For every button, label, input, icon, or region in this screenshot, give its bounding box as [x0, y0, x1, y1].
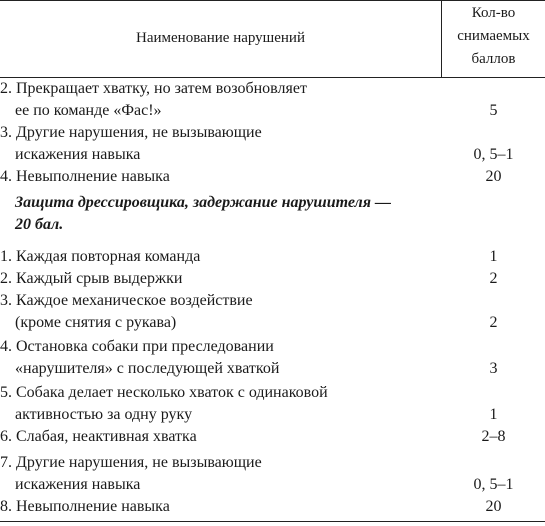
row-violation: 5. Собака делает несколько хваток с одинаковой активностью за одну руку	[0, 384, 328, 423]
row-points: 0, 5–1	[473, 476, 514, 493]
row-points: 0, 5–1	[473, 146, 514, 163]
table-row	[0, 426, 545, 448]
header-violations-name	[0, 0, 441, 77]
section-title: Защита дрессировщика, задержание нарушителя — 20 бал.	[15, 194, 392, 233]
row-violation: 2. Каждый срыв выдержки	[0, 270, 183, 287]
row-points: 1	[489, 248, 498, 265]
header-col1-label: Наименование нарушений	[136, 30, 305, 46]
row-violation: 3. Каждое механическое воздействие (кроме снятия с рукава)	[0, 292, 253, 331]
row-points: 1	[489, 406, 498, 423]
table-row	[0, 122, 545, 166]
row-points: 2–8	[481, 428, 506, 445]
row-violation: 8. Невыполнение навыка	[0, 498, 170, 515]
table-row	[0, 336, 545, 380]
row-violation: 4. Остановка собаки при преследовании «нарушителя» с последующей хваткой	[0, 338, 280, 377]
row-violation: 1. Каждая повторная команда	[0, 248, 201, 265]
table-row	[0, 78, 545, 122]
row-violation: 6. Слабая, неактивная хватка	[0, 428, 197, 445]
table-row	[0, 496, 545, 518]
row-violation: 4. Невыполнение навыка	[0, 168, 170, 185]
row-points: 5	[489, 102, 498, 119]
table-row	[0, 382, 545, 426]
header-points	[442, 2, 545, 71]
row-violation: 3. Другие нарушения, не вызывающие искажения навыка	[0, 124, 262, 163]
row-points: 2	[489, 270, 498, 287]
header-col2-line-1: Кол-во	[471, 5, 516, 21]
table-bottom-rule	[0, 521, 545, 522]
table-row	[0, 290, 545, 334]
row-violation: 2. Прекращает хватку, но затем возобновляет ее по команде «Фас!»	[0, 80, 307, 119]
row-points: 3	[489, 360, 498, 377]
header-col2-line-3: баллов	[471, 51, 516, 67]
row-points: 20	[485, 168, 502, 185]
table-row	[0, 452, 545, 496]
table-row	[0, 166, 545, 188]
row-points: 2	[489, 314, 498, 331]
table-row	[0, 246, 545, 268]
row-violation: 7. Другие нарушения, не вызывающие искажения навыка	[0, 454, 262, 493]
header-col2-line-2: снимаемых	[457, 28, 530, 44]
row-points: 20	[485, 498, 502, 515]
table-row	[0, 268, 545, 290]
